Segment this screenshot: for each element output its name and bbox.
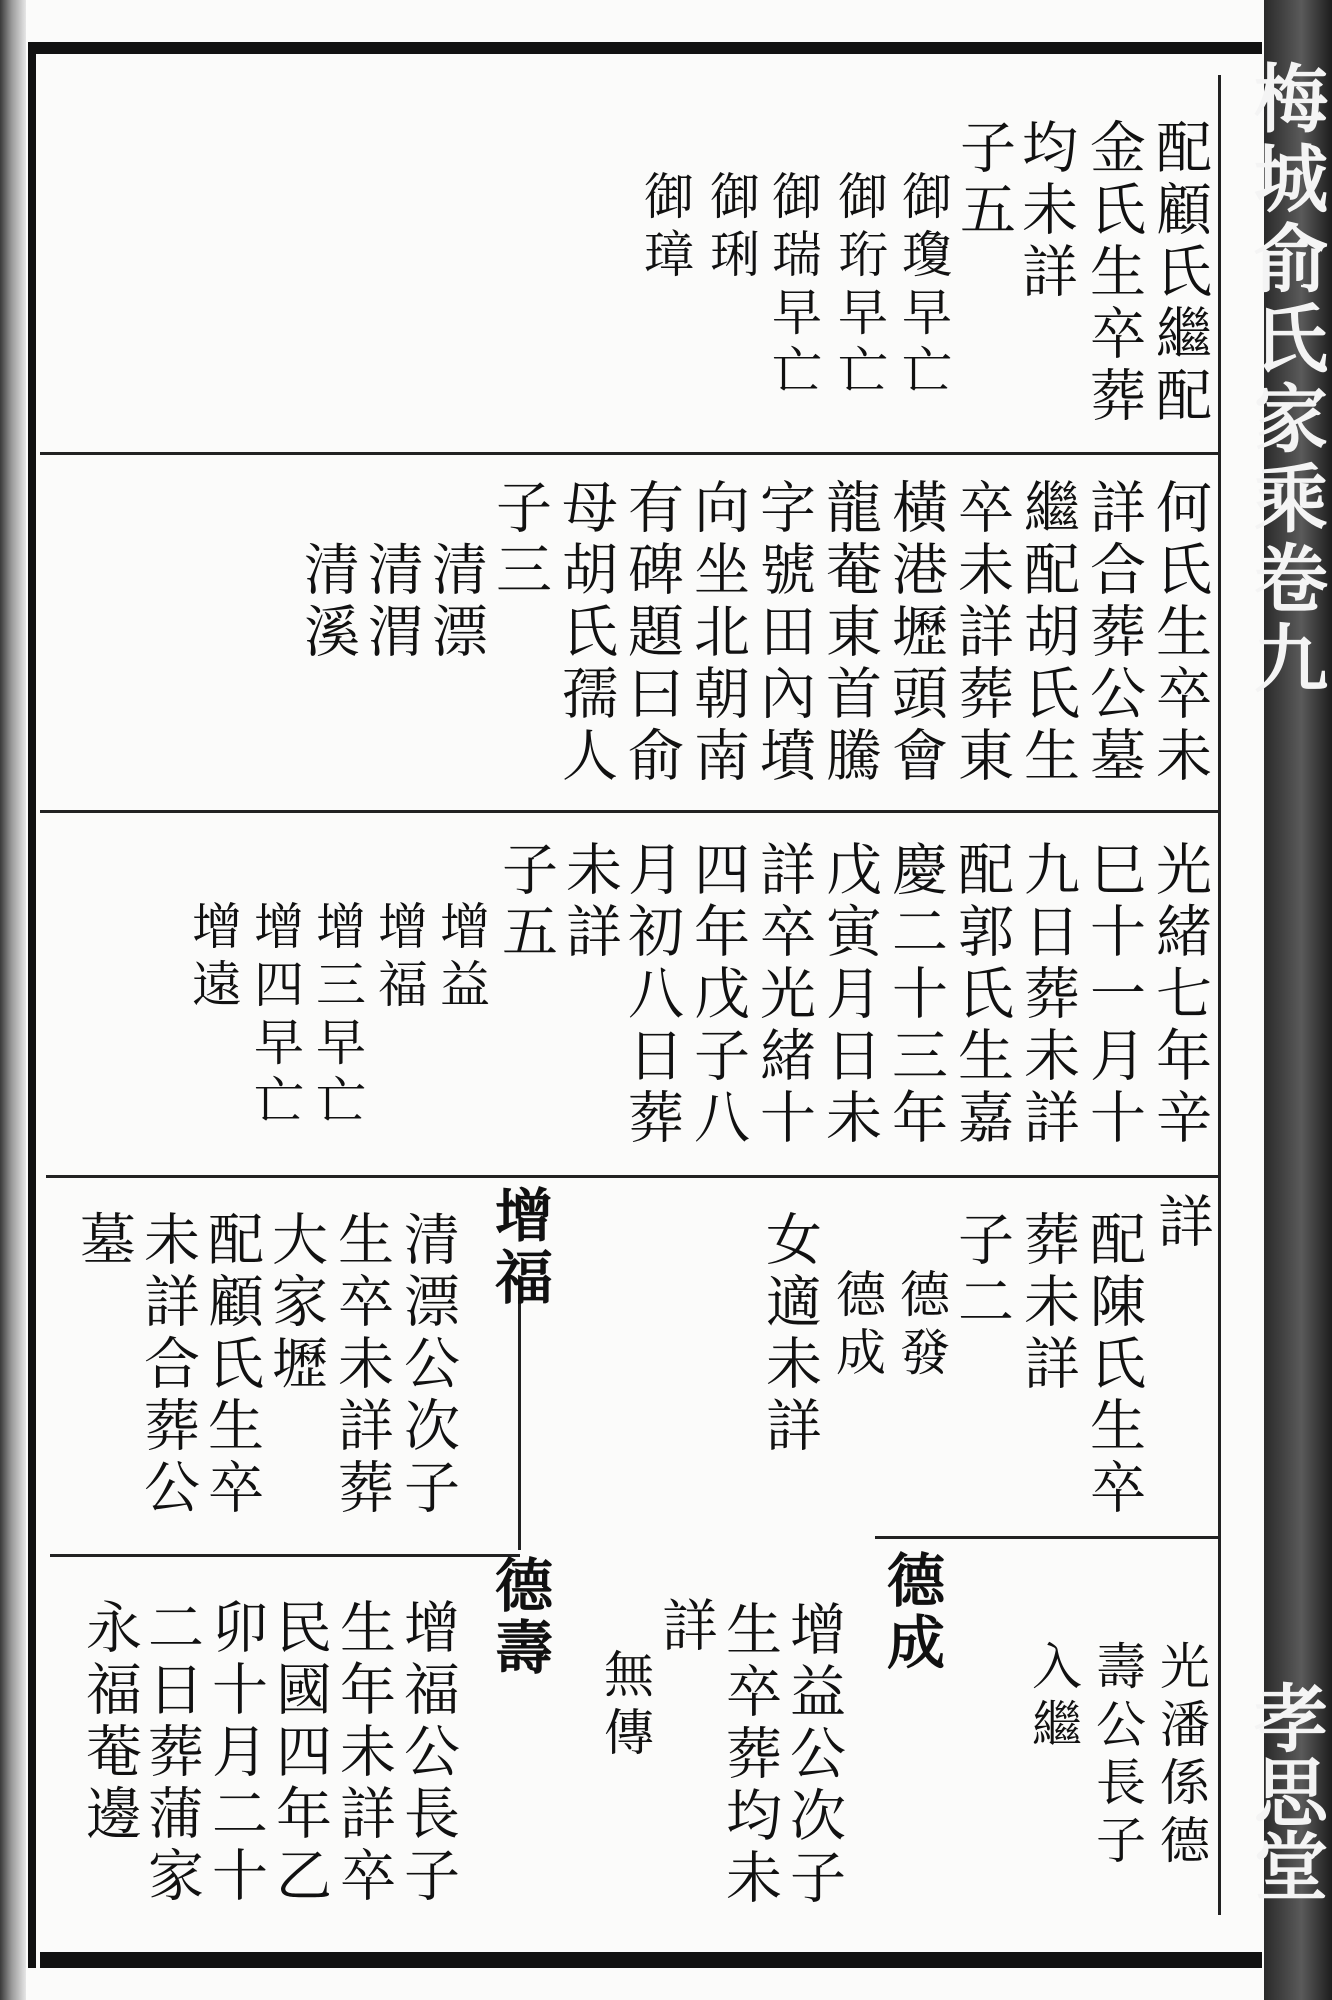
text-column: 德成	[828, 1268, 886, 1384]
person-name: 增福	[485, 1185, 553, 1309]
row-divider-4a	[50, 1554, 520, 1557]
text-column: 生卒葬均未	[717, 1600, 782, 1910]
book-binding-edge	[0, 0, 26, 2000]
text-column: 慶二十三年	[883, 840, 948, 1150]
right-border	[1218, 75, 1221, 1915]
text-column: 生卒未詳葬	[329, 1210, 394, 1520]
book-title: 梅城俞氏家乘卷九	[1242, 60, 1328, 700]
text-column: 清溪	[295, 540, 360, 664]
text-column: 月初八日葬	[619, 840, 684, 1150]
text-column: 龍菴東首騰	[817, 478, 882, 788]
text-column: 增四早亡	[246, 900, 304, 1132]
person-name: 德壽	[485, 1555, 553, 1679]
text-column: 母胡氏孺人	[553, 478, 618, 788]
text-column: 配顧氏繼配	[1147, 118, 1212, 428]
text-column: 入繼	[1024, 1640, 1082, 1756]
text-column: 未詳	[557, 840, 622, 964]
text-column: 子五	[493, 840, 558, 964]
text-column: 卒未詳葬東	[949, 478, 1014, 788]
row-divider-1	[40, 452, 1220, 455]
text-column: 御琍	[702, 170, 760, 286]
text-column: 二日葬蒲家	[139, 1598, 204, 1908]
text-column: 巳十一月十	[1081, 840, 1146, 1150]
text-column: 何氏生卒未	[1147, 478, 1212, 788]
text-column: 向坐北朝南	[685, 478, 750, 788]
row-divider-4b	[875, 1536, 1220, 1539]
text-column: 未詳合葬公	[135, 1210, 200, 1520]
bottom-border	[40, 1952, 1262, 1968]
person-name: 德成	[877, 1550, 945, 1674]
text-column: 均未詳	[1013, 118, 1078, 304]
text-column: 大家壢	[263, 1210, 328, 1396]
text-column: 配郭氏生嘉	[949, 840, 1014, 1150]
text-column: 光潘係德	[1152, 1640, 1210, 1872]
text-column: 民國四年乙	[267, 1598, 332, 1908]
text-column: 子二	[949, 1210, 1014, 1334]
text-column: 詳	[1149, 1192, 1214, 1254]
text-column: 子三	[487, 478, 552, 602]
text-column: 增益公次子	[781, 1600, 846, 1910]
text-column: 四年戊子八	[685, 840, 750, 1150]
text-column: 字號田內墳	[751, 478, 816, 788]
text-column: 增益	[432, 900, 490, 1016]
text-column: 墓	[71, 1210, 136, 1272]
text-column: 增三早亡	[308, 900, 366, 1132]
text-column: 九日葬未詳	[1015, 840, 1080, 1150]
top-border	[30, 42, 1262, 54]
text-column: 詳合葬公墓	[1081, 478, 1146, 788]
text-column: 德發	[892, 1268, 950, 1384]
text-column: 繼配胡氏生	[1015, 478, 1080, 788]
lineage-connector	[518, 1300, 521, 1550]
text-column: 詳卒光緒十	[751, 840, 816, 1150]
text-column: 永福菴邊	[77, 1598, 142, 1846]
text-column: 金氏生卒葬	[1081, 118, 1146, 428]
hall-name: 孝思堂	[1242, 1680, 1328, 1902]
text-column: 女適未詳	[757, 1210, 822, 1458]
text-column: 有碑題曰俞	[619, 478, 684, 788]
text-column: 子五	[951, 118, 1016, 242]
text-column: 御璋	[636, 170, 694, 286]
text-column: 橫港壢頭會	[883, 478, 948, 788]
text-column: 清漂公次子	[395, 1210, 460, 1520]
text-column: 御珩早亡	[830, 170, 888, 402]
text-column: 無傳	[596, 1648, 654, 1764]
text-column: 卯十月二十	[203, 1598, 268, 1908]
text-column: 御瓊早亡	[894, 170, 952, 402]
row-divider-2	[40, 810, 1220, 813]
text-column: 生年未詳卒	[331, 1598, 396, 1908]
text-column: 戊寅月日未	[817, 840, 882, 1150]
text-column: 詳	[653, 1596, 718, 1658]
text-column: 葬未詳	[1015, 1210, 1080, 1396]
text-column: 清渭	[359, 540, 424, 664]
text-column: 配陳氏生卒	[1081, 1210, 1146, 1520]
text-column: 清漂	[423, 540, 488, 664]
left-border	[28, 42, 36, 1968]
row-divider-3	[46, 1175, 1220, 1178]
text-column: 增福	[370, 900, 428, 1016]
text-column: 增遠	[184, 900, 242, 1016]
text-column: 光緒七年辛	[1147, 840, 1212, 1150]
text-column: 增福公長子	[395, 1598, 460, 1908]
text-column: 配顧氏生卒	[199, 1210, 264, 1520]
text-column: 御瑞早亡	[764, 170, 822, 402]
text-column: 壽公長子	[1088, 1640, 1146, 1872]
